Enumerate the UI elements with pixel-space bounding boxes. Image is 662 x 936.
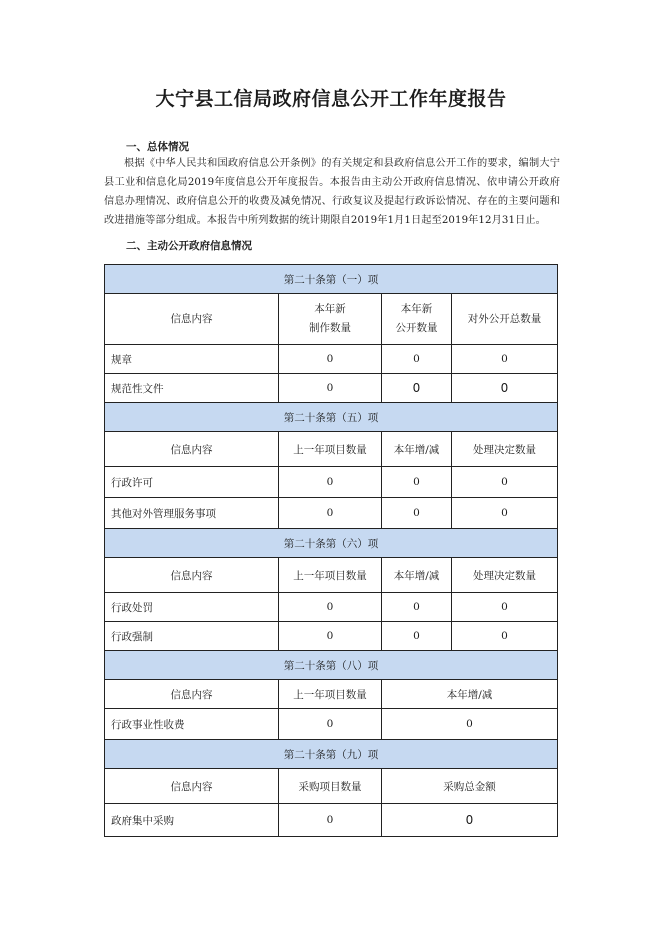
row-label: 规范性文件 [105, 374, 279, 403]
column-header: 信息内容 [105, 558, 279, 593]
column-header: 处理决定数量 [452, 432, 558, 467]
cell-value: 0 [382, 345, 452, 374]
table-section-header [105, 651, 558, 680]
table-header-row [105, 294, 558, 345]
column-header: 上一年项目数量 [279, 432, 382, 467]
table-section-header [105, 740, 558, 769]
column-header: 上一年项目数量 [279, 680, 382, 709]
cell-value: 0 [452, 345, 558, 374]
table-section-header [105, 403, 558, 432]
cell-value: 0 [279, 709, 382, 740]
table-row [105, 467, 558, 498]
row-label: 规章 [105, 345, 279, 374]
section-heading-proactive-disclosure: 二、主动公开政府信息情况 [126, 240, 252, 252]
table-row [105, 374, 558, 403]
header-line: 制作数量 [309, 322, 351, 334]
cell-value: 0 [452, 593, 558, 622]
row-label: 其他对外管理服务事项 [105, 498, 279, 529]
header-line: 本年新 [400, 303, 433, 315]
cell-value: 0 [382, 709, 558, 740]
cell-value: 0 [382, 804, 558, 837]
section-title: 第二十条第（九）项 [105, 740, 558, 769]
cell-value: 0 [452, 622, 558, 651]
row-label: 政府集中采购 [105, 804, 279, 837]
table-section-header [105, 265, 558, 294]
row-label: 行政许可 [105, 467, 279, 498]
cell-value: 0 [382, 622, 452, 651]
table-row [105, 345, 558, 374]
disclosure-table [104, 264, 558, 837]
table-header-row [105, 680, 558, 709]
cell-value: 0 [279, 345, 382, 374]
overview-paragraph: 根据《中华人民共和国政府信息公开条例》的有关规定和县政府信息公开工作的要求，编制大宁县工业和信息化局2019年度信息公开年度报告。本报告由主动公开政府信息情况、依申请公开政府信息办理情况、政府信息公开的收费及减免情况、行政复议及提起行政诉讼情况、存在的主要问题和改进措施等部分组成。本报告中所列数据的统计期限自2019年1月1日起至2019年12月31日止。 [104, 158, 560, 226]
table-row [105, 709, 558, 740]
cell-value: 0 [279, 467, 382, 498]
page-title: 大宁县工信局政府信息公开工作年度报告 [155, 88, 507, 110]
column-header: 本年增/减 [382, 432, 452, 467]
header-line: 公开数量 [395, 322, 438, 334]
cell-value: 0 [279, 804, 382, 837]
column-header: 信息内容 [105, 294, 279, 345]
section-title: 第二十条第（六）项 [105, 529, 558, 558]
header-line: 本年新 [314, 303, 346, 315]
column-header: 本年增/减 [382, 558, 452, 593]
cell-value: 0 [279, 593, 382, 622]
section-title: 第二十条第（一）项 [105, 265, 558, 294]
row-label: 行政事业性收费 [105, 709, 279, 740]
table-header-row [105, 558, 558, 593]
cell-value: 0 [279, 498, 382, 529]
section-title: 第二十条第（五）项 [105, 403, 558, 432]
cell-value: 0 [452, 467, 558, 498]
table-row [105, 804, 558, 837]
column-header [382, 294, 452, 345]
table-row [105, 593, 558, 622]
column-header: 信息内容 [105, 680, 279, 709]
column-header: 本年增/减 [382, 680, 558, 709]
cell-value: 0 [452, 374, 558, 403]
cell-value: 0 [382, 374, 452, 403]
table-row [105, 498, 558, 529]
cell-value: 0 [279, 374, 382, 403]
section-heading-overview: 一、总体情况 [126, 141, 189, 153]
column-header [279, 294, 382, 345]
table-section-header [105, 529, 558, 558]
column-header: 信息内容 [105, 769, 279, 804]
table-row [105, 622, 558, 651]
column-header: 处理决定数量 [452, 558, 558, 593]
cell-value: 0 [452, 498, 558, 529]
table-header-row [105, 432, 558, 467]
cell-value: 0 [382, 498, 452, 529]
column-header: 信息内容 [105, 432, 279, 467]
column-header: 采购总金额 [382, 769, 558, 804]
table-header-row [105, 769, 558, 804]
column-header: 对外公开总数量 [452, 294, 558, 345]
cell-value: 0 [279, 622, 382, 651]
section-title: 第二十条第（八）项 [105, 651, 558, 680]
column-header: 上一年项目数量 [279, 558, 382, 593]
column-header: 采购项目数量 [279, 769, 382, 804]
row-label: 行政强制 [105, 622, 279, 651]
row-label: 行政处罚 [105, 593, 279, 622]
cell-value: 0 [382, 593, 452, 622]
cell-value: 0 [382, 467, 452, 498]
